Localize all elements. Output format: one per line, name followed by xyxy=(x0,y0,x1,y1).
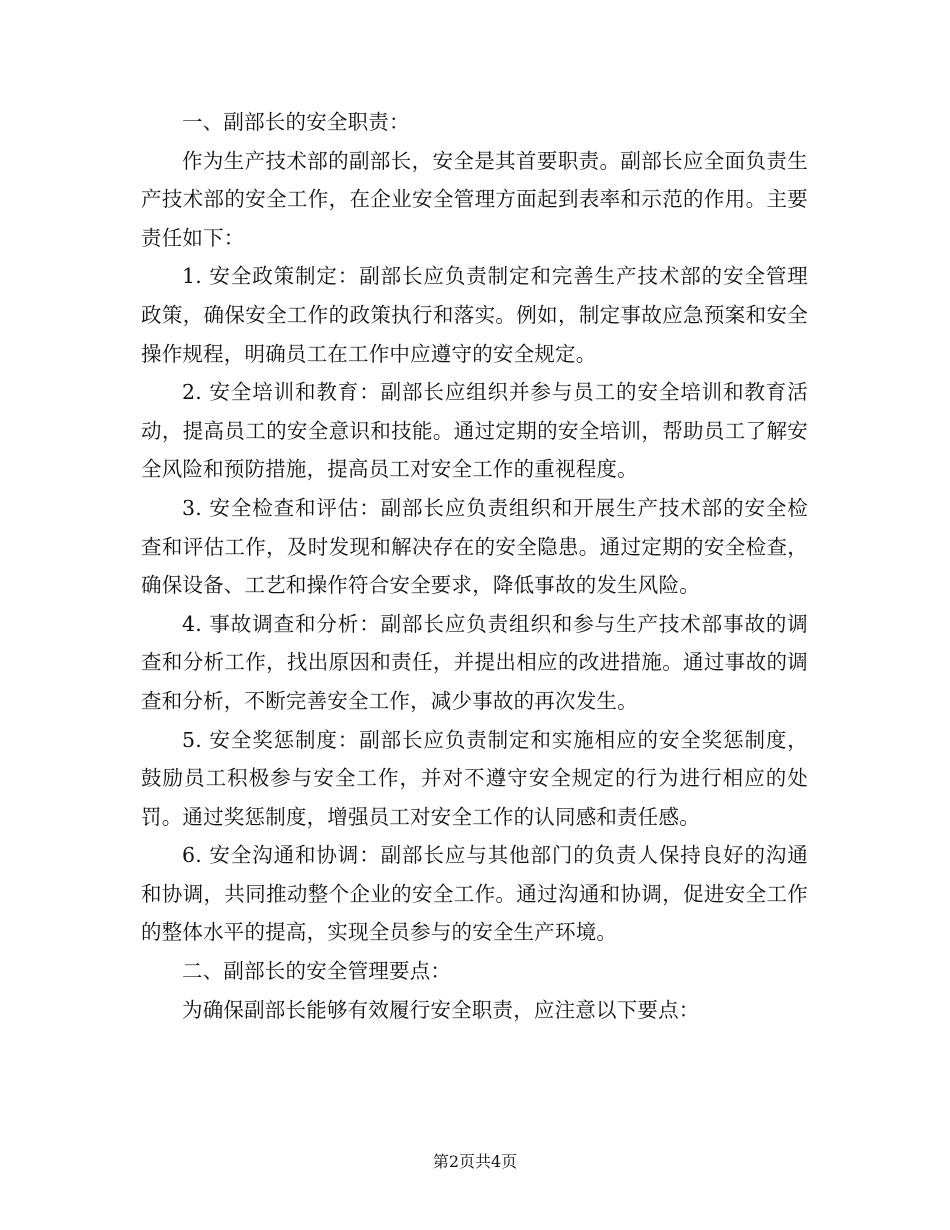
intro-paragraph: 作为生产技术部的副部长，安全是其首要职责。副部长应全面负责生产技术部的安全工作，在企业安全管理方面起到表率和示范的作用。主要责任如下： xyxy=(141,148,808,250)
document-body xyxy=(141,103,808,1029)
list-item-3: 3. 安全检查和评估：副部长应负责组织和开展生产技术部的安全检查和评估工作，及时发现和解决存在的安全隐患。通过定期的安全检查，确保设备、工艺和操作符合安全要求，降低事故的发生风险。 xyxy=(141,495,808,598)
list-item-4: 4. 事故调查和分析：副部长应负责组织和参与生产技术部事故的调查和分析工作，找出原因和责任，并提出相应的改进措施。通过事故的调查和分析，不断完善安全工作，减少事故的再次发生。 xyxy=(141,611,808,713)
page-number-footer: 第2页共4页 xyxy=(432,1152,518,1171)
list-item-5: 5. 安全奖惩制度：副部长应负责制定和实施相应的安全奖惩制度，鼓励员工积极参与安全工作，并对不遵守安全规定的行为进行相应的处罚。通过奖惩制度，增强员工对安全工作的认同感和责任感。 xyxy=(141,727,808,829)
list-item-1: 1. 安全政策制定：副部长应负责制定和完善生产技术部的安全管理政策，确保安全工作的政策执行和落实。例如，制定事故应急预案和安全操作规程，明确员工在工作中应遵守的安全规定。 xyxy=(141,264,808,366)
list-item-6: 6. 安全沟通和协调：副部长应与其他部门的负责人保持良好的沟通和协调，共同推动整个企业的安全工作。通过沟通和协调，促进安全工作的整体水平的提高，实现全员参与的安全生产环境。 xyxy=(141,843,808,945)
list-item-2: 2. 安全培训和教育：副部长应组织并参与员工的安全培训和教育活动，提高员工的安全意识和技能。通过定期的安全培训，帮助员工了解安全风险和预防措施，提高员工对安全工作的重视程度。 xyxy=(141,380,808,482)
section-heading-2: 二、副部长的安全管理要点： xyxy=(182,959,452,984)
section-heading-1: 一、副部长的安全职责： xyxy=(182,110,410,134)
closing-paragraph: 为确保副部长能够有效履行安全职责，应注意以下要点： xyxy=(182,997,700,1022)
